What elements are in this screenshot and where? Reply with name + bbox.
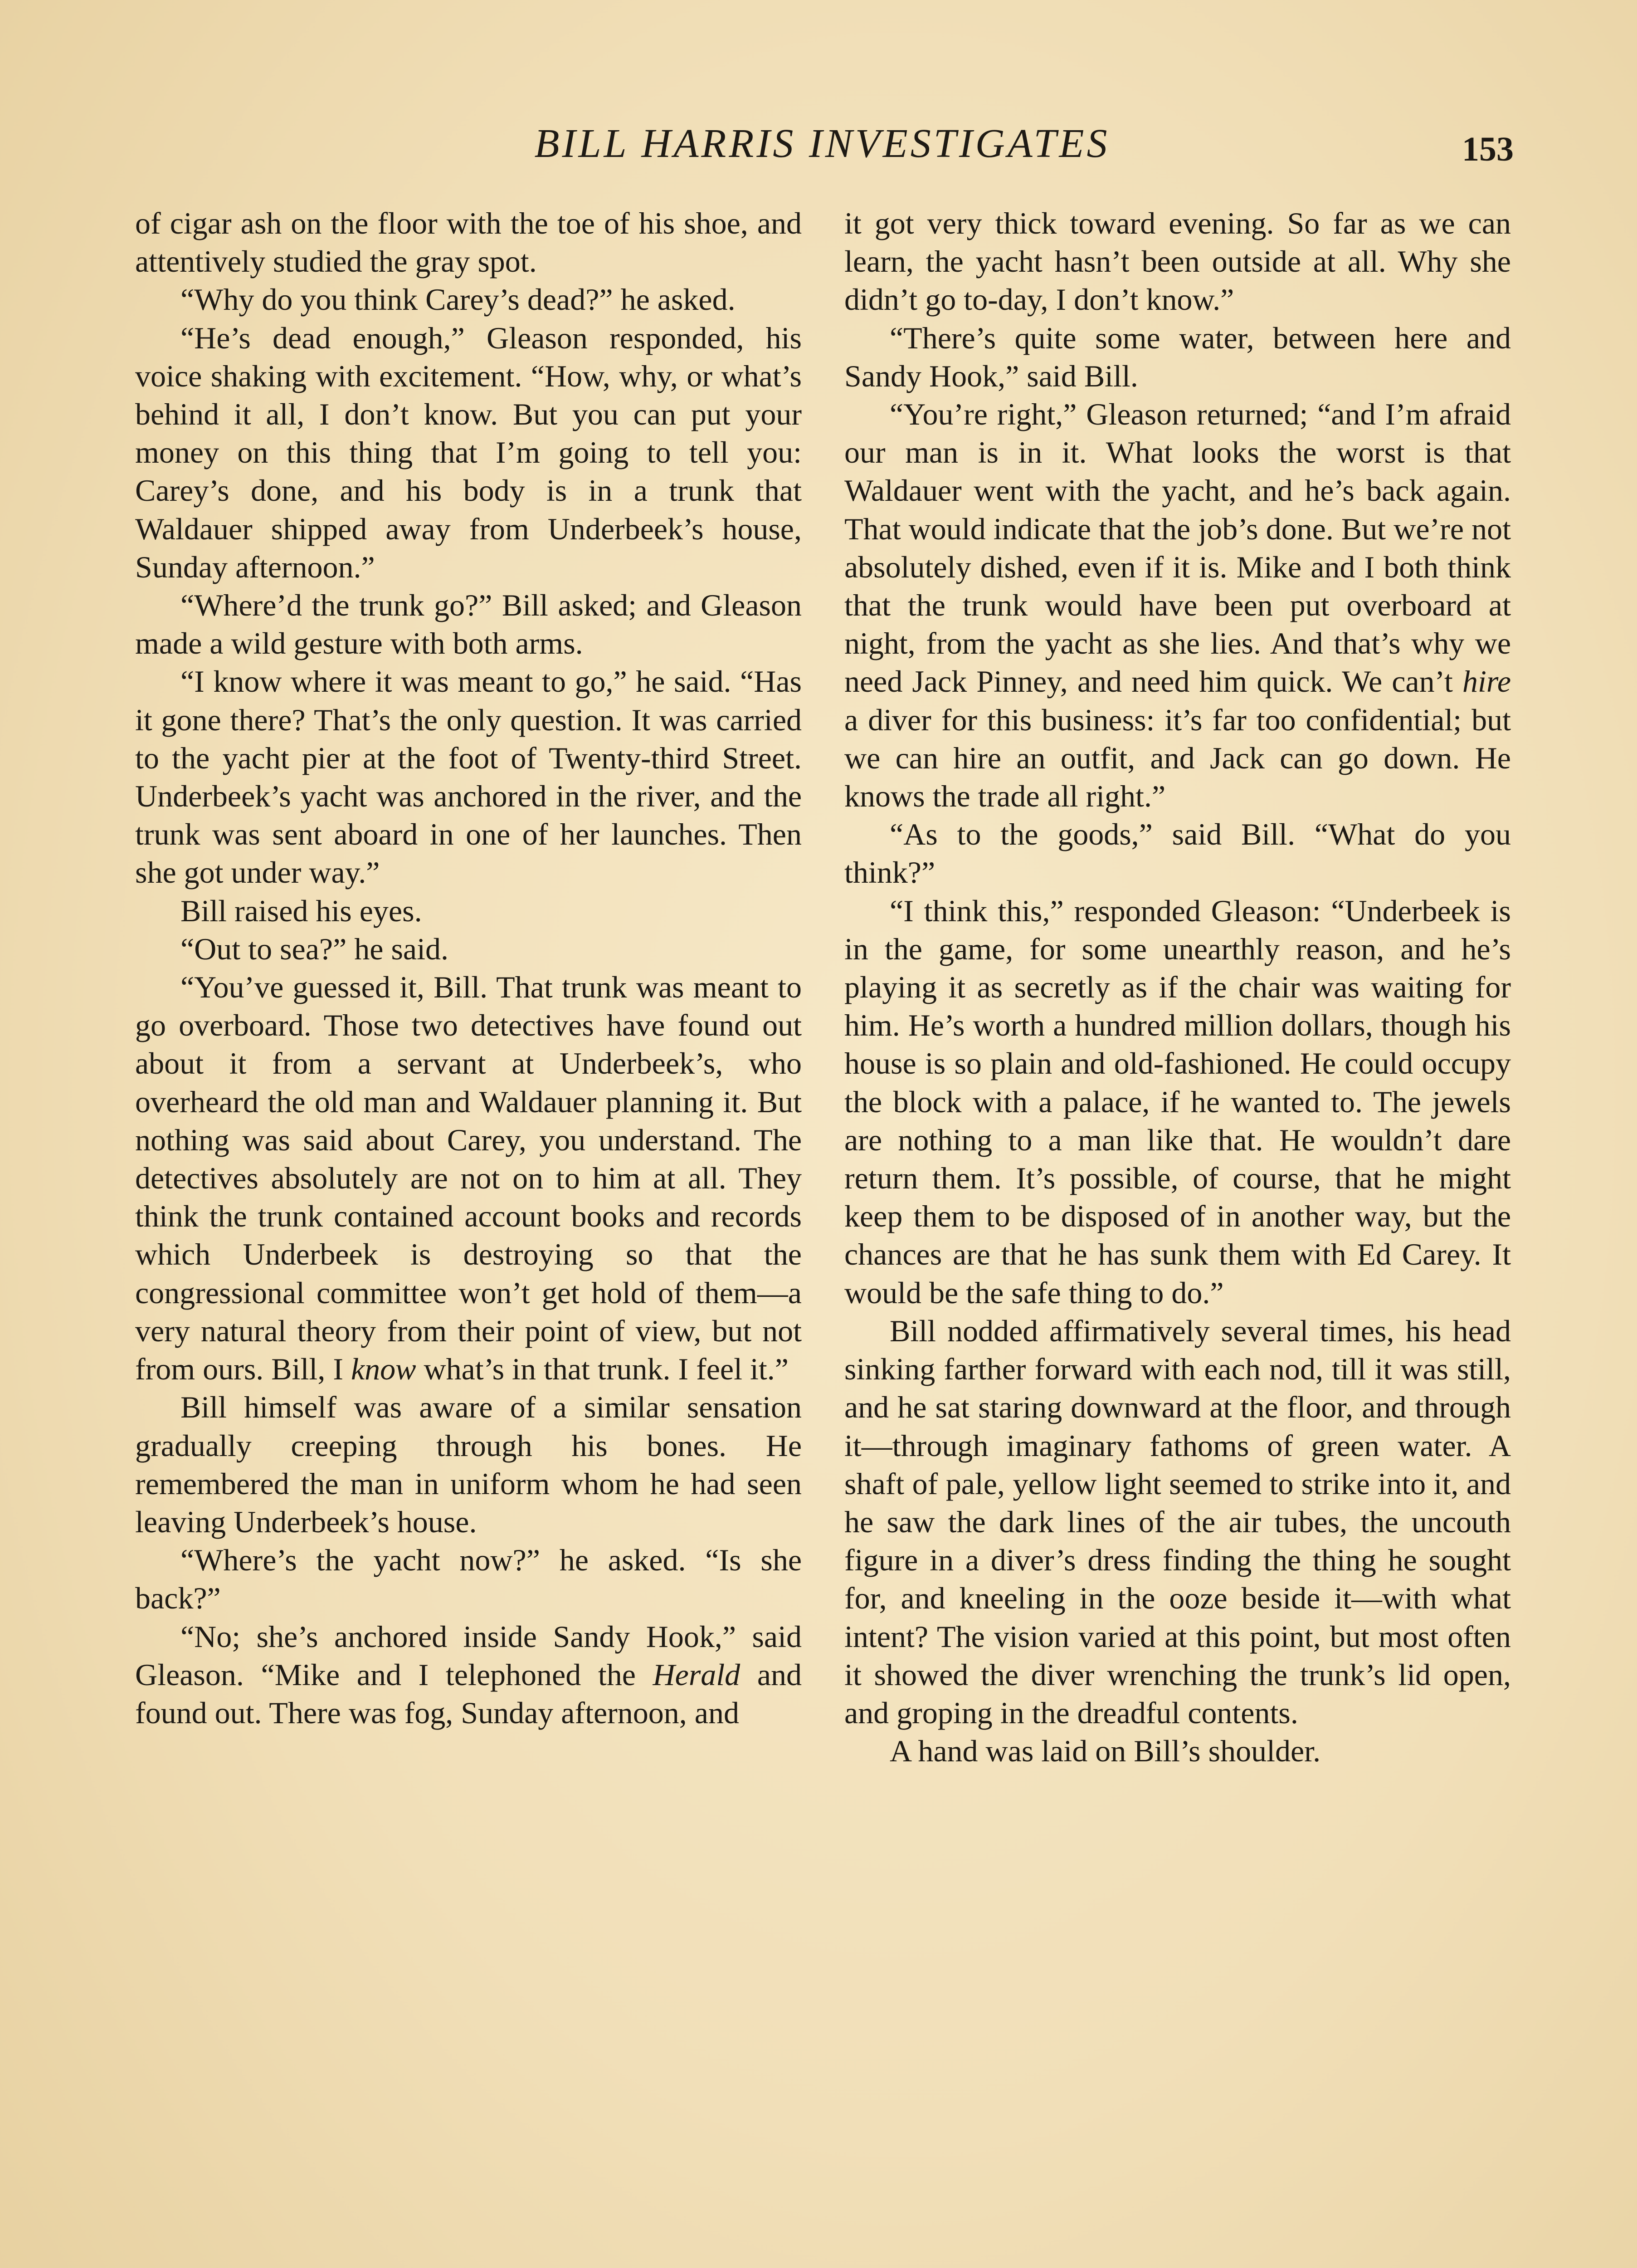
emphasis-text: hire xyxy=(1462,664,1511,699)
paragraph-text: “Out to sea?” he said. xyxy=(180,931,448,966)
paragraph-text: Bill himself was aware of a similar sensation gradually creeping through his bones. He remembered the man in uniform whom he had seen leaving Underbeek’s house. xyxy=(135,1390,802,1539)
paragraph xyxy=(135,968,802,1388)
paragraph-text: and found out. There was fog, Sunday afternoon, and xyxy=(135,1657,802,1730)
paragraph-text: “You’ve guessed it, Bill. That trunk was meant to go overboard. Those two detectives have found out about it from a servant at Underbeek’s, who overheard the old man and Waldauer planning it. But nothing was said about Carey, you understand. The detectives absolutely are not on to him at all. They think the trunk contained account books and records which Underbeek is destroying so that the congressional committee won’t get hold of them—a very natural theory from their point of view, but not from ours. Bill, I xyxy=(135,970,802,1387)
paragraph xyxy=(135,930,802,968)
paragraph-text: Bill nodded affirmatively several times, his head sinking farther forward with each nod, till it was still, and he sat staring downward at the floor, and through it—through imaginary fathoms of green water. A shaft of pale, yellow light seemed to strike into it, and he saw the dark lines of the air tubes, the uncouth figure in a diver’s dress finding the thing he sought for, and kneeling in the ooze beside it—with what intent? The vision varied at this point, but most often it showed the diver wrenching the trunk’s lid open, and groping in the dreadful contents. xyxy=(844,1313,1511,1730)
emphasis-text: Herald xyxy=(653,1657,741,1692)
text-column-right xyxy=(844,204,1511,1770)
paragraph-text: “Where’s the yacht now?” he asked. “Is she back?” xyxy=(135,1543,802,1616)
paragraph-text: “I know where it was meant to go,” he said. “Has it gone there? That’s the only question. It was carried to the yacht pier at the foot of Twenty-third Street. Underbeek’s yacht was anchored in the river, and the trunk was sent aboard in one of her launches. Then she got under way.” xyxy=(135,664,802,890)
paragraph xyxy=(844,892,1511,1312)
paragraph-text: “He’s dead enough,” Gleason responded, his voice shaking with excitement. “How, why, or what’s behind it all, I don’t know. But you can put your money on this thing that I’m going to tell you: Carey’s done, and his body is in a trunk that Waldauer shipped away from Underbeek’s house, Sunday afternoon.” xyxy=(135,320,802,584)
paragraph-text: “No; she’s anchored inside Sandy Hook,” said Gleason. “Mike and I telephoned the xyxy=(135,1619,802,1692)
paragraph xyxy=(135,892,802,930)
paragraph-text: “Where’d the trunk go?” Bill asked; and Gleason made a wild gesture with both arms. xyxy=(135,588,802,661)
paragraph-text: a diver for this business: it’s far too confidential; but we can hire an outfit, and Jack can go down. He knows the trade all right.” xyxy=(844,702,1511,814)
paragraph-text: what’s in that trunk. I feel it.” xyxy=(416,1352,789,1387)
paragraph-text: “As to the goods,” said Bill. “What do you think?” xyxy=(844,817,1511,890)
paragraph-text: A hand was laid on Bill’s shoulder. xyxy=(890,1734,1321,1769)
paragraph xyxy=(135,1541,802,1617)
paragraph xyxy=(844,395,1511,815)
paragraph xyxy=(844,1312,1511,1732)
paragraph xyxy=(844,319,1511,395)
paragraph-text: “Why do you think Carey’s dead?” he asked. xyxy=(180,282,736,317)
emphasis-text: know xyxy=(351,1352,416,1387)
paragraph-text: of cigar ash on the floor with the toe of his shoe, and attentively studied the gray spot. xyxy=(135,206,802,279)
paragraph-text: “I think this,” responded Gleason: “Underbeek is in the game, for some unearthly reason, and he’s playing it as secretly as if the chair was waiting for him. He’s worth a hundred million dollars, though his house is so plain and old-fashioned. He could occupy the block with a palace, if he wanted to. The jewels are nothing to a man like that. He wouldn’t dare return them. It’s possible, of course, that he might keep them to be disposed of in another way, but the chances are that he has sunk them with Ed Carey. It would be the safe thing to do.” xyxy=(844,893,1511,1310)
paragraph xyxy=(135,280,802,318)
paragraph xyxy=(844,1732,1511,1770)
paragraph xyxy=(844,204,1511,319)
paragraph-text: it got very thick toward evening. So far as we can learn, the yacht hasn’t been outside at all. Why she didn’t go to-day, I don’t know.” xyxy=(844,206,1511,317)
paragraph xyxy=(135,1388,802,1541)
paragraph-text: “There’s quite some water, between here and Sandy Hook,” said Bill. xyxy=(844,320,1511,393)
paragraph xyxy=(135,204,802,280)
paragraph xyxy=(844,815,1511,891)
paragraph xyxy=(135,662,802,891)
paragraph xyxy=(135,319,802,586)
page-header xyxy=(135,119,1514,169)
running-title: BILL HARRIS INVESTIGATES xyxy=(534,121,1110,166)
paragraph xyxy=(135,586,802,662)
paragraph xyxy=(135,1618,802,1732)
page-number: 153 xyxy=(1462,130,1514,168)
paragraph-text: “You’re right,” Gleason returned; “and I’m afraid our man is in it. What looks the worst is that Waldauer went with the yacht, and he’s back again. That would indicate that the job’s done. But we’re not absolutely dished, even if it is. Mike and I both think that the trunk would have been put overboard at night, from the yacht as she lies. And that’s why we need Jack Pinney, and need him quick. We can’t xyxy=(844,397,1511,699)
text-column-left xyxy=(135,204,802,1732)
paragraph-text: Bill raised his eyes. xyxy=(180,893,422,928)
